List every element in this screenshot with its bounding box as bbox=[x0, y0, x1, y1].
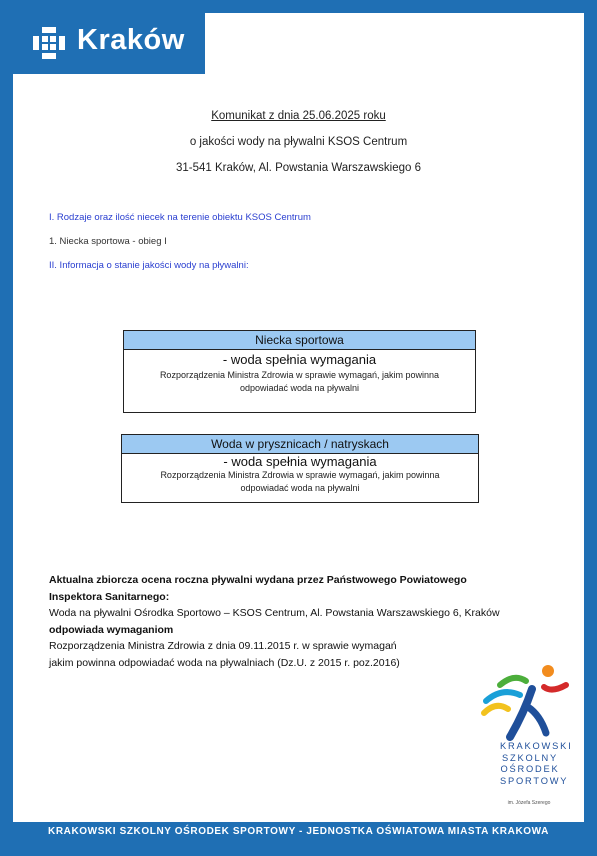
kso-logo-subtitle: im. Józefa Szerego bbox=[507, 800, 551, 806]
shower-water-box bbox=[121, 434, 479, 503]
summary-line-4: odpowiada wymaganiom bbox=[49, 623, 174, 636]
kso-runner-logo-icon bbox=[480, 663, 570, 743]
kso-logo-text bbox=[500, 741, 573, 787]
section-2-heading: II. Informacja o stanie jakości wody na pływalni: bbox=[49, 260, 249, 271]
summary-line-6: jakim powinna odpowiadać woda na pływalniach (Dz.U. z 2015 r. poz.2016) bbox=[49, 656, 400, 669]
summary-line-5: Rozporządzenia Ministra Zdrowia z dnia 09.11.2015 r. w sprawie wymagań bbox=[49, 640, 397, 652]
box-header: Woda w prysznicach / natryskach bbox=[122, 435, 478, 454]
notice-address: 31-541 Kraków, Al. Powstania Warszawskiego 6 bbox=[175, 162, 422, 174]
box-note: Rozporządzenia Ministra Zdrowia w sprawie wymagań, jakim powinna odpowiadać woda na pływalni bbox=[159, 370, 440, 393]
box-header: Niecka sportowa bbox=[124, 331, 475, 350]
annual-assessment bbox=[49, 572, 549, 671]
krakow-crest-icon bbox=[33, 27, 65, 59]
notice-title: Komunikat z dnia 25.06.2025 roku bbox=[211, 110, 386, 122]
section-1-heading: I. Rodzaje oraz ilość niecek na terenie obiektu KSOS Centrum bbox=[49, 212, 311, 223]
summary-line-2: Inspektora Sanitarnego: bbox=[49, 590, 170, 603]
box-note: Rozporządzenia Ministra Zdrowia w sprawie wymagań, jakim powinna odpowiadać woda na pływalni bbox=[160, 470, 440, 493]
summary-line-1: Aktualna zbiorcza ocena roczna pływalni wydana przez Państwowego Powiatowego bbox=[49, 574, 467, 586]
footer-text: KRAKOWSKI SZKOLNY OŚRODEK SPORTOWY - JEDNOSTKA OŚWIATOWA MIASTA KRAKOWA bbox=[48, 826, 549, 837]
summary-line-3: Woda na pływalni Ośrodka Sportowo – KSOS Centrum, Al. Powstania Warszawskiego 6, Kraków bbox=[49, 607, 500, 619]
pool-water-box bbox=[123, 330, 476, 413]
notice-subtitle: o jakości wody na pływalni KSOS Centrum bbox=[189, 136, 408, 148]
logo-text: Kraków bbox=[77, 24, 185, 56]
box-status: - woda spełnia wymagania bbox=[222, 352, 377, 367]
section-1-item: 1. Niecka sportowa - obieg I bbox=[49, 236, 167, 247]
kso-line-1: KRAKOWSKI bbox=[500, 741, 573, 751]
box-status: - woda spełnia wymagania bbox=[223, 454, 377, 469]
kso-line-4: SPORTOWY bbox=[500, 775, 569, 786]
krakow-logo bbox=[13, 13, 205, 74]
kso-line-2: SZKOLNY bbox=[502, 752, 558, 763]
kso-line-3: OŚRODEK bbox=[500, 764, 560, 774]
